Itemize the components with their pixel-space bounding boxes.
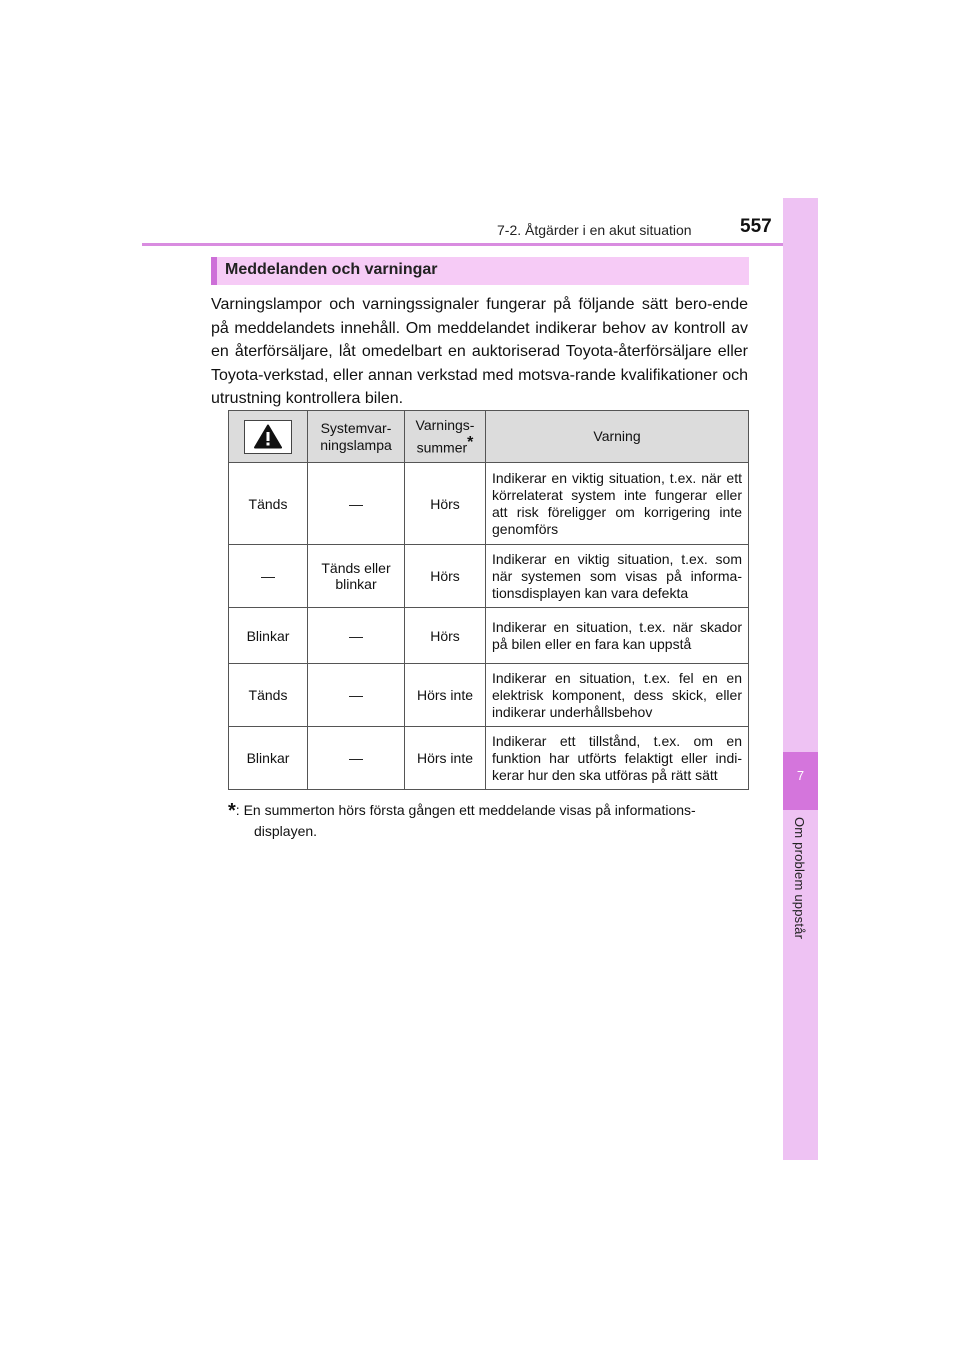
chapter-title: 7-2. Åtgärder i en akut situation (497, 222, 692, 238)
buzzer-state: Hörs (405, 545, 486, 608)
table-row (229, 463, 749, 545)
header-buzzer-label: Varnings-summer (415, 416, 475, 456)
warning-description: Indikerar en situation, t.ex. när skador på bilen eller en fara kan uppstå (486, 608, 749, 664)
side-tab-number: 7 (796, 768, 805, 783)
section-heading-accent (211, 257, 217, 285)
side-tab-label: Om problem uppstår (792, 817, 807, 940)
footnote (228, 800, 749, 841)
page-number: 557 (740, 216, 772, 237)
system-lamp-state: — (308, 727, 405, 790)
intro-paragraph: Varningslampor och varningssignaler fungerar på följande sätt bero-ende på meddelandets innehåll. Om meddelandet indikerar behov av kontroll av en återförsäljare, låt omedelbart en auktoriserad Toyota-återförsäljare eller Toyota-verkstad, eller annan verkstad med motsva-rande kvalifikationer och utrustning kontrollera bilen. (211, 296, 748, 407)
table-row (229, 664, 749, 727)
header-buzzer (405, 411, 486, 463)
section-title: Meddelanden och varningar (225, 261, 438, 278)
warning-description: Indikerar ett tillstånd, t.ex. om en funktion har utförts felaktigt eller indi-kerar hur den ska utföras på rätt sätt (486, 727, 749, 790)
side-tab (783, 198, 818, 1160)
section-heading-bar (211, 257, 749, 285)
footnote-mark: * (228, 800, 236, 822)
buzzer-state: Hörs (405, 608, 486, 664)
footnote-text-2: displayen. (254, 823, 318, 839)
system-lamp-state: Tänds eller blinkar (308, 545, 405, 608)
system-lamp-state: — (308, 463, 405, 545)
header-warning: Varning (486, 411, 749, 463)
header-buzzer-footnote-mark: * (467, 433, 474, 451)
header-system-lamp: Systemvar-ningslampa (308, 411, 405, 463)
master-warning-state: — (229, 545, 308, 608)
header-divider (142, 243, 818, 246)
warning-table (228, 410, 749, 790)
warning-description: Indikerar en viktig situation, t.ex. när ett körrelaterat system inte fungerar eller att risk föreligger om korrigering inte genomförs (486, 463, 749, 545)
system-lamp-state: — (308, 664, 405, 727)
system-lamp-state: — (308, 608, 405, 664)
master-warning-state: Tänds (229, 463, 308, 545)
table-row (229, 727, 749, 790)
warning-description: Indikerar en situation, t.ex. fel en en elektrisk komponent, dess skick, eller indikerar underhållsbehov (486, 664, 749, 727)
buzzer-state: Hörs inte (405, 727, 486, 790)
master-warning-state: Blinkar (229, 608, 308, 664)
table-row (229, 545, 749, 608)
buzzer-state: Hörs inte (405, 664, 486, 727)
header-master-warning-icon-cell (229, 411, 308, 463)
buzzer-state: Hörs (405, 463, 486, 545)
footnote-text-1: : En summerton hörs första gången ett meddelande visas på informations- (235, 802, 696, 818)
warning-triangle-icon (244, 420, 292, 454)
footnote-line-1 (228, 800, 749, 821)
warning-description: Indikerar en viktig situation, t.ex. som när systemen som visas på informa-tionsdisplayen kan vara defekta (486, 545, 749, 608)
master-warning-state: Tänds (229, 664, 308, 727)
master-warning-state: Blinkar (229, 727, 308, 790)
table-row (229, 608, 749, 664)
